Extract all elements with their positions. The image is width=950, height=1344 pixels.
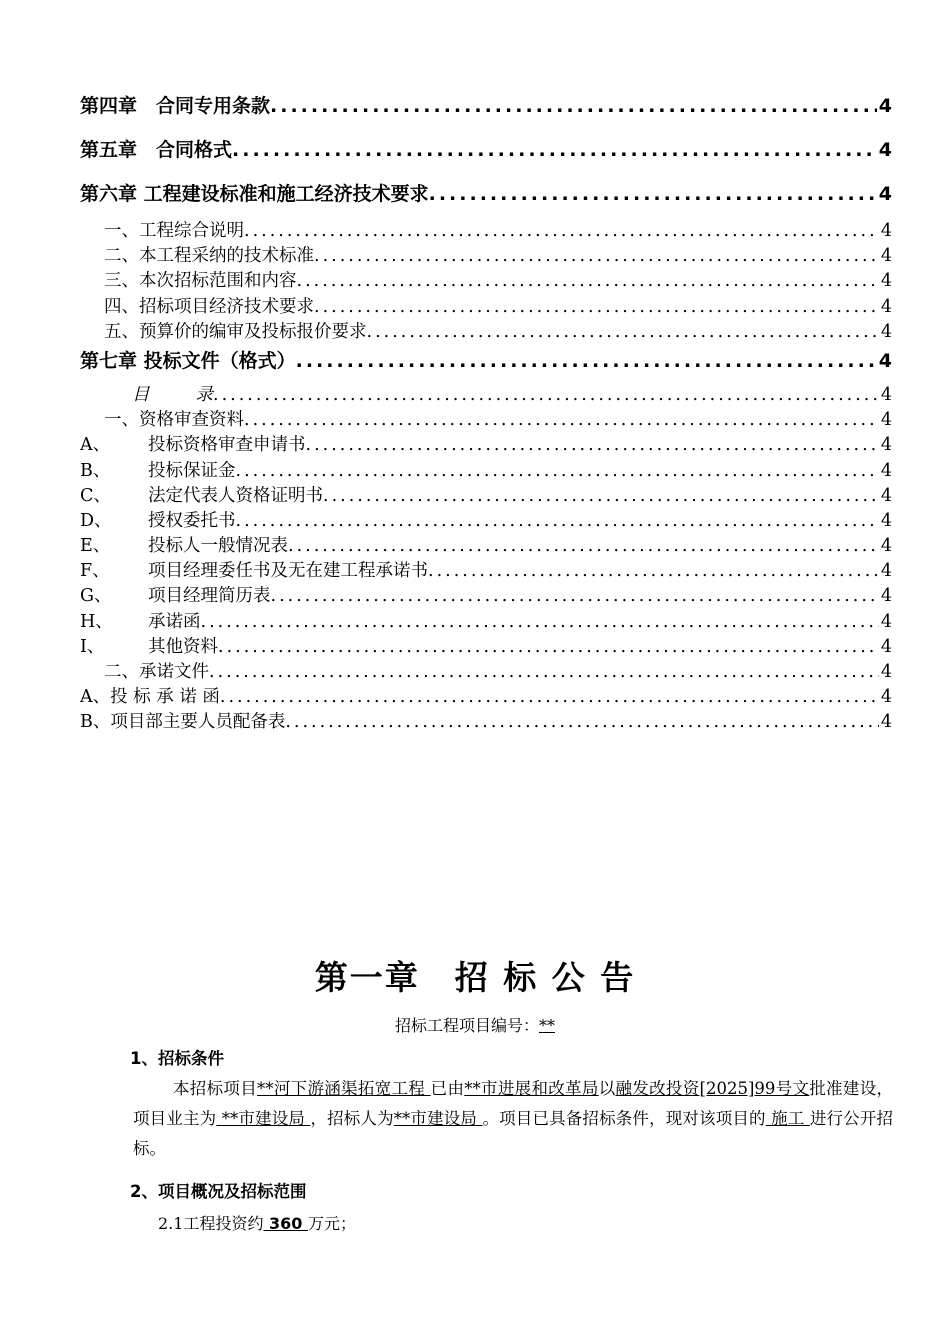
toc-item[interactable]: 五、预算价的编审及投标报价要求 ..... 4 [80, 320, 892, 345]
chapter-title: 第一章 招 标 公 告 [314, 958, 636, 997]
toc-item[interactable]: D、 授权委托书 ..... 4 [80, 509, 892, 534]
toc-chapter-7[interactable]: 第七章 投标文件（格式） ..... 4 [80, 347, 892, 383]
project-number: 招标工程项目编号：** [394, 1016, 555, 1035]
toc-chapter-4[interactable]: 第四章 合同专用条款 ..... 4 [80, 92, 892, 136]
section-heading: 2、项目概况及招标范围 [130, 1182, 307, 1201]
toc-item[interactable]: C、 法定代表人资格证明书 ..... 4 [80, 484, 892, 509]
toc-item[interactable]: F、 项目经理委任书及无在建工程承诺书 ..... 4 [80, 559, 892, 584]
toc-item[interactable]: I、 其他资料 ..... 4 [80, 635, 892, 660]
toc-part-1[interactable]: 一、资格审查资料 ..... 4 [80, 408, 892, 433]
toc-part-2[interactable]: 二、承诺文件 ..... 4 [80, 660, 892, 685]
toc-item[interactable]: B、项目部主要人员配备表 ..... 4 [80, 710, 892, 735]
toc-mulu[interactable]: 目 录 ..... 4 [80, 383, 892, 408]
toc-item[interactable]: A、投 标 承 诺 函 ..... 4 [80, 685, 892, 710]
investment-line: 2.1工程投资约 360 万元； [158, 1214, 357, 1233]
toc-item[interactable]: G、 项目经理简历表 ..... 4 [80, 584, 892, 609]
toc-item[interactable]: E、 投标人一般情况表 ..... 4 [80, 534, 892, 559]
toc-item[interactable]: B、 投标保证金 ..... 4 [80, 459, 892, 484]
toc-item[interactable]: 四、招标项目经济技术要求 ..... 4 [80, 295, 892, 320]
tender-conditions-paragraph: 本招标项目**河下游涵渠拓宽工程 已由**市进展和改革局以融发改投资[2025]99号文批准建设，项目业主为 **市建设局 ，招标人为**市建设局 。项目已具备招标条件，现对该项目的 施工 进行公开招标。 [133, 1079, 894, 1158]
toc-item[interactable]: A、 投标资格审查申请书 ..... 4 [80, 433, 892, 458]
toc-chapter-6[interactable]: 第六章 工程建设标准和施工经济技术要求 ..... 4 [80, 180, 892, 219]
toc-item[interactable]: 三、本次招标范围和内容 ..... 4 [80, 269, 892, 294]
toc-item[interactable]: 二、本工程采纳的技术标准 ..... 4 [80, 244, 892, 269]
table-of-contents [80, 92, 892, 736]
toc-item[interactable]: 一、工程综合说明 ..... 4 [80, 219, 892, 244]
toc-chapter-5[interactable]: 第五章 合同格式 ..... 4 [80, 136, 892, 180]
toc-item[interactable]: H、 承诺函 ..... 4 [80, 610, 892, 635]
section-heading: 1、招标条件 [130, 1049, 224, 1068]
